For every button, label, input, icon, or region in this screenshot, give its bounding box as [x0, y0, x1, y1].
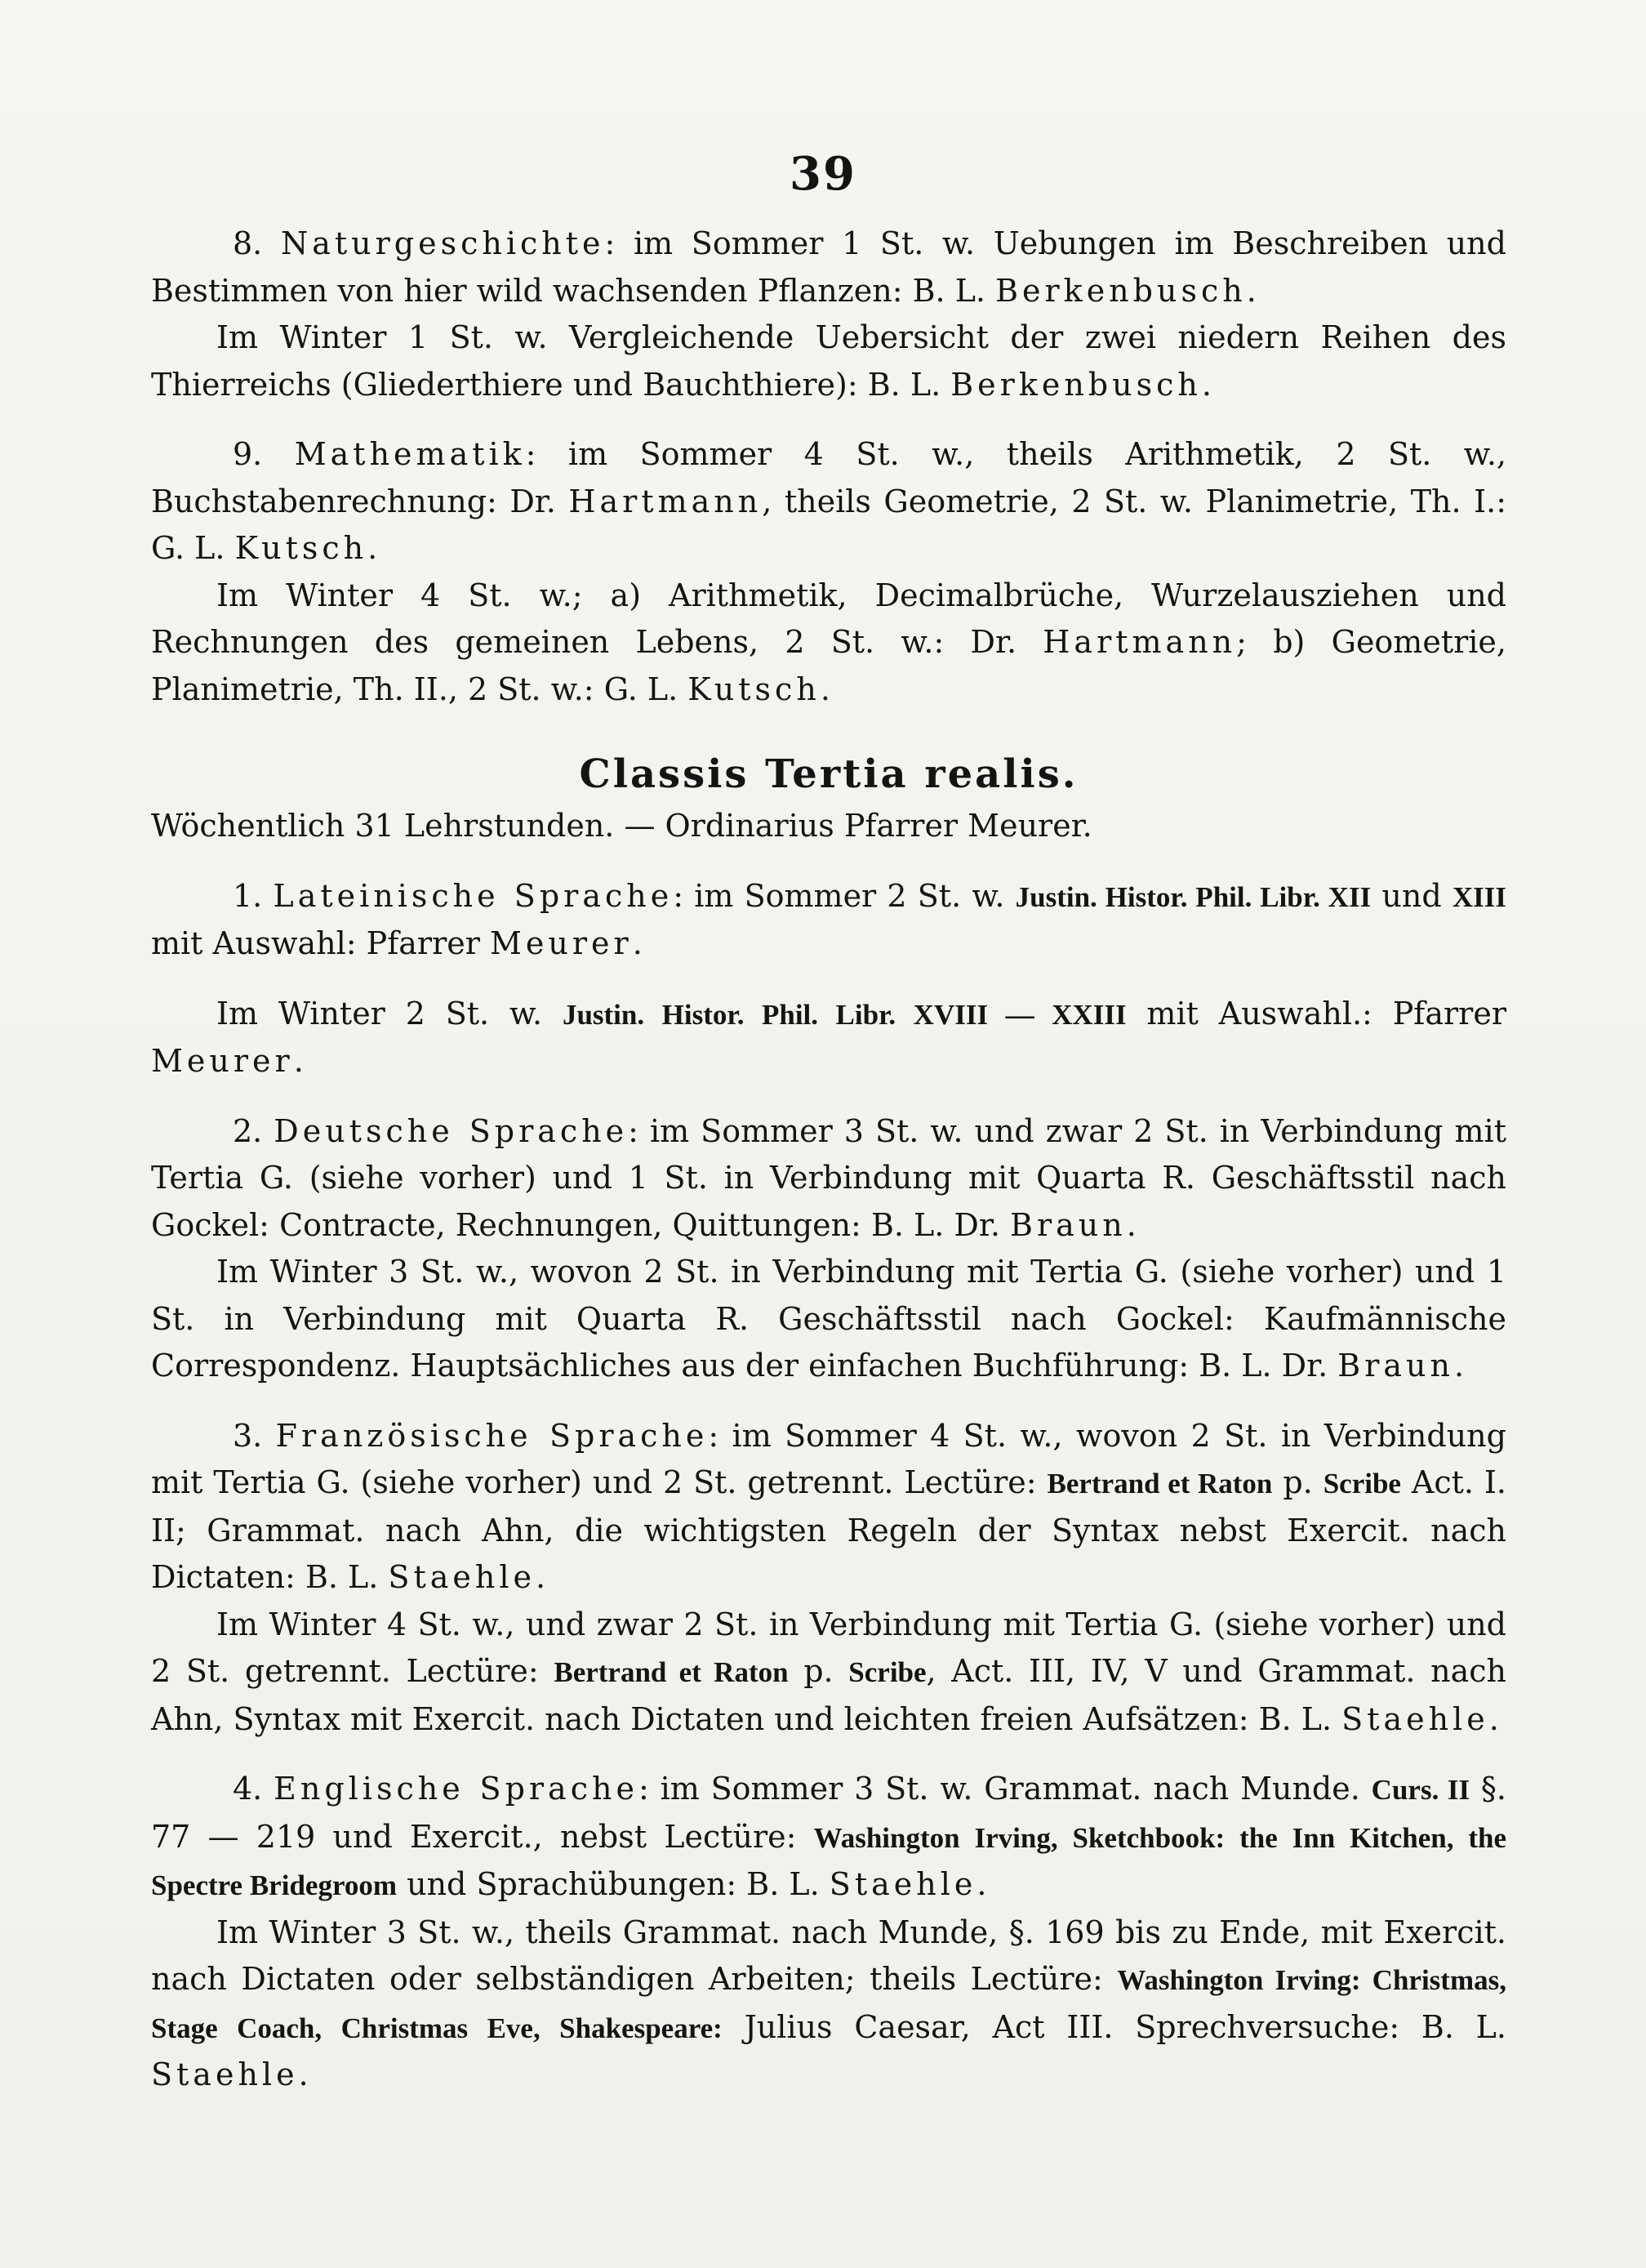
page-content: [151, 221, 1506, 2099]
paragraph-mathematik-winter: Im Winter 4 St. w.; a) Arithmetik, Decimalbrüche, Wurzelausziehen und Rechnungen des gemeinen Lebens, 2 St. w.: Dr. Hartmann; b) Geometrie, Planimetrie, Th. II., 2 St. w.: G. L. Kutsch.: [151, 577, 1506, 707]
latin-reference: Justin. Histor. Phil. Libr. XVIII — XXIII: [562, 998, 1127, 1031]
english-reference: Washington Irving, Sketchbook: the Inn Kitchen, the Spectre Bridegroom: [151, 1821, 1506, 1901]
paragraph-franzoesisch-winter: Im Winter 4 St. w., und zwar 2 St. in Verbindung mit Tertia G. (siehe vorher) und 2 St. getrennt. Lectüre: Bertrand et Raton p. Scribe, Act. III, IV, V und Grammat. nach Ahn, Syntax mit Exercit. nach Dictaten und leichten freien Aufsätzen: B. L. Staehle.: [151, 1606, 1507, 1737]
subject-label: Lateinische Sprache: [273, 877, 674, 914]
paragraph-naturgeschichte-sommer: 8. Naturgeschichte: im Sommer 1 St. w. Uebungen im Beschreiben und Bestimmen von hier wild wachsenden Pflanzen: B. L. Berkenbusch.: [151, 225, 1506, 309]
french-reference: Scribe: [1323, 1468, 1401, 1499]
subject-label: Englische Sprache: [274, 1771, 638, 1807]
section-subtitle: Wöchentlich 31 Lehrstunden. — Ordinarius Pfarrer Meurer.: [151, 808, 1092, 844]
english-reference: Washington Irving: Christmas, Stage Coach, Christmas Eve, Shakespeare:: [151, 1964, 1506, 2044]
teacher-name: Braun: [1010, 1206, 1127, 1243]
paragraph-deutsch-sommer: 2. Deutsche Sprache: im Sommer 3 St. w. und zwar 2 St. in Verbindung mit Tertia G. (siehe vorher) und 1 St. in Verbindung mit Quarta R. Geschäftsstil nach Gockel: Contracte, Rechnungen, Quittungen: B. L. Dr. Braun.: [151, 1112, 1506, 1243]
teacher-name: Berkenbusch: [995, 272, 1247, 309]
paragraph-naturgeschichte-winter: Im Winter 1 St. w. Vergleichende Uebersicht der zwei niedern Reihen des Thierreichs (Gliederthiere und Bauchthiere): B. L. Berkenbusch.: [151, 319, 1506, 403]
subject-label: Naturgeschichte: [280, 225, 605, 261]
latin-reference: XIII: [1452, 880, 1506, 913]
teacher-name: Staehle: [388, 1559, 536, 1595]
paragraph-latein-winter: Im Winter 2 St. w. Justin. Histor. Phil. Libr. XVIII — XXIII mit Auswahl.: Pfarrer Meurer.: [151, 995, 1506, 1079]
teacher-name: Staehle: [1341, 1700, 1489, 1737]
french-reference: Scribe: [848, 1656, 927, 1688]
teacher-name: Hartmann: [568, 483, 763, 519]
paragraph-deutsch-winter: Im Winter 3 St. w., wovon 2 St. in Verbindung mit Tertia G. (siehe vorher) und 1 St. in Verbindung mit Quarta R. Geschäftsstil nach Gockel: Kaufmännische Correspondenz. Hauptsächliches aus der einfachen Buchführung: B. L. Dr. Braun.: [151, 1254, 1506, 1384]
subject-label: Deutsche Sprache: [274, 1112, 629, 1149]
teacher-name: Berkenbusch: [950, 366, 1202, 403]
paragraph-franzoesisch-sommer: 3. Französische Sprache: im Sommer 4 St. w., wovon 2 St. in Verbindung mit Tertia G. (siehe vorher) und 2 St. getrennt. Lectüre: Bertrand et Raton p. Scribe Act. I. II; Grammat. nach Ahn, die wichtigsten Regeln der Syntax nebst Exercit. nach Dictaten: B. L. Staehle.: [151, 1417, 1507, 1595]
teacher-name: Staehle: [829, 1866, 977, 1902]
page-number: 39: [790, 147, 856, 201]
paragraph-englisch-winter: Im Winter 3 St. w., theils Grammat. nach Munde, §. 169 bis zu Ende, mit Exercit. nach Dictaten oder selbständigen Arbeiten; theils Lectüre: Washington Irving: Christmas, Stage Coach, Christmas Eve, Shakespeare: Julius Caesar, Act III. Sprechversuche: B. L. Staehle.: [151, 1914, 1506, 2092]
paragraph-latein-sommer: 1. Lateinische Sprache: im Sommer 2 St. w. Justin. Histor. Phil. Libr. XII und XIII mit Auswahl: Pfarrer Meurer.: [151, 877, 1506, 961]
section-title: Classis Tertia realis.: [579, 751, 1079, 797]
french-reference: Bertrand et Raton: [1047, 1468, 1273, 1499]
subject-label: Französische Sprache: [275, 1417, 709, 1454]
teacher-name: Meurer: [151, 1043, 294, 1079]
teacher-name: Braun: [1337, 1348, 1454, 1384]
latin-reference: Justin. Histor. Phil. Libr. XII: [1015, 880, 1372, 913]
french-reference: Bertrand et Raton: [554, 1656, 789, 1688]
teacher-name: Hartmann: [1043, 624, 1237, 660]
paragraph-englisch-sommer: 4. Englische Sprache: im Sommer 3 St. w. Grammat. nach Munde. Curs. II §. 77 — 219 und Exercit., nebst Lectüre: Washington Irving, Sketchbook: the Inn Kitchen, the Spectre Bridegroom und Sprachübungen: B. L. Staehle.: [151, 1771, 1506, 1902]
teacher-name: Kutsch: [234, 530, 368, 566]
english-reference: Curs. II: [1371, 1774, 1470, 1806]
subject-label: Mathematik: [294, 436, 526, 472]
teacher-name: Staehle: [151, 2056, 299, 2092]
paragraph-mathematik-sommer: 9. Mathematik: im Sommer 4 St. w., theils Arithmetik, 2 St. w., Buchstabenrechnung: Dr. Hartmann, theils Geometrie, 2 St. w. Planimetrie, Th. I.: G. L. Kutsch.: [151, 436, 1506, 566]
teacher-name: Kutsch: [687, 671, 821, 707]
teacher-name: Meurer: [490, 925, 633, 961]
